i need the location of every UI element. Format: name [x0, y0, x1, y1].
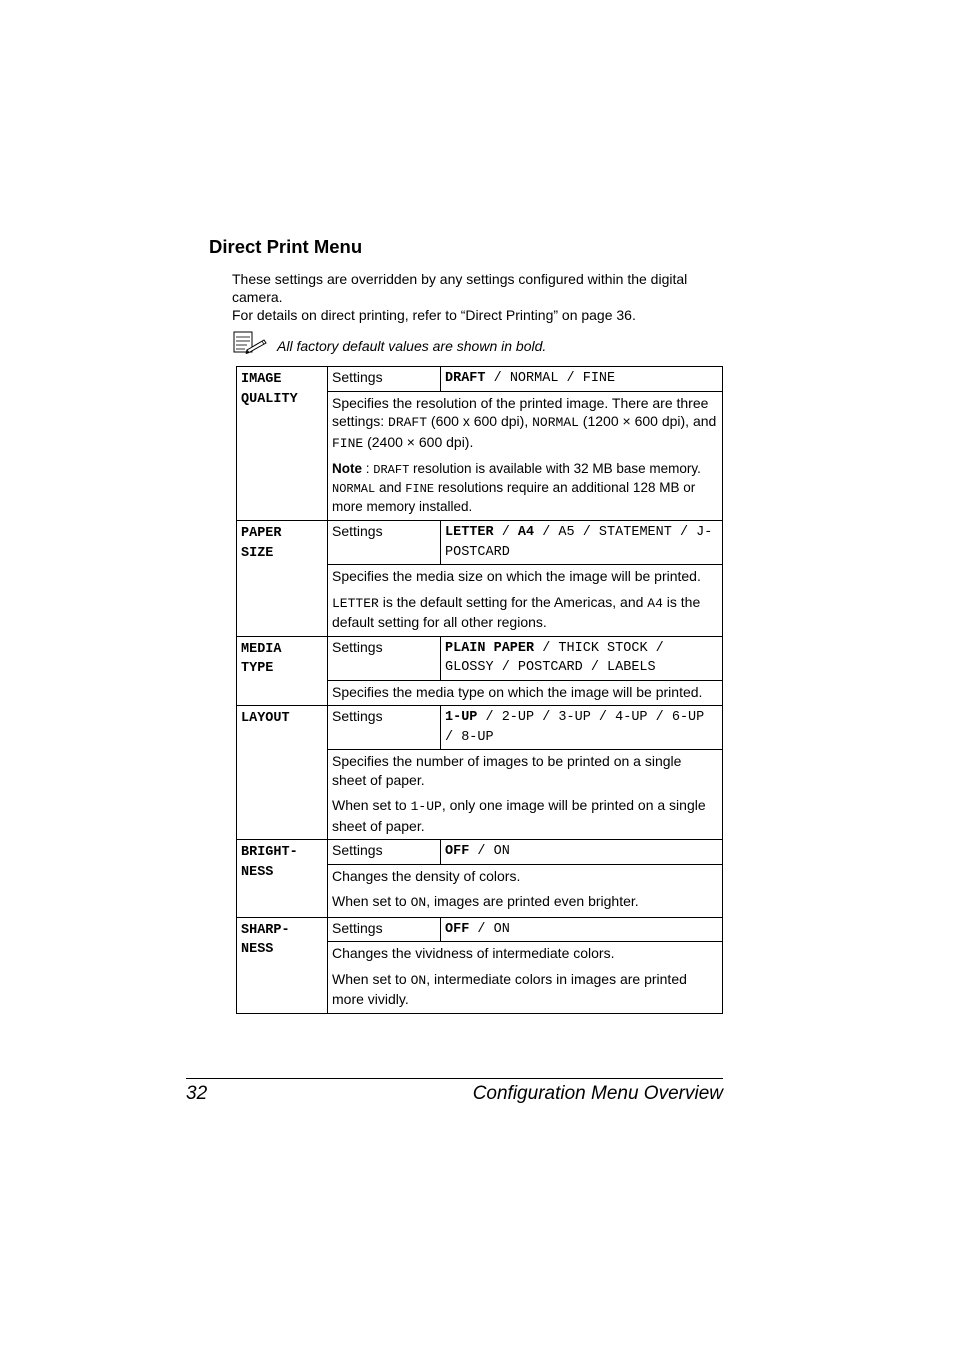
- item-description: Specifies the media type on which the image will be printed.: [328, 680, 723, 706]
- other-options: / THICK STOCK / GLOSSY / POSTCARD / LABELS: [445, 640, 664, 675]
- menu-item-image-quality: IMAGE QUALITY: [237, 367, 328, 521]
- settings-options: [441, 917, 723, 942]
- menu-item-brightness: BRIGHT- NESS: [237, 840, 328, 918]
- intro-text: These settings are overridden by any settings configured within the digital camera.: [232, 271, 688, 305]
- settings-options: [441, 840, 723, 865]
- menu-item-layout: LAYOUT: [237, 706, 328, 840]
- settings-label: Settings: [328, 636, 441, 680]
- item-description: Changes the vividness of intermediate colors. When set to ON, intermediate colors in images are printed more vividly.: [328, 942, 723, 1014]
- table-row: [237, 367, 723, 392]
- item-description: Specifies the media size on which the image will be printed. LETTER is the default setting for the Americas, and A4 is the default setting for all other regions.: [328, 565, 723, 637]
- table-row: [237, 636, 723, 680]
- intro-reference: For details on direct printing, refer to “Direct Printing” on page 36.: [232, 307, 636, 323]
- settings-label: Settings: [328, 521, 441, 565]
- default-option: 1-UP: [445, 710, 478, 725]
- menu-item-paper-size: PAPER SIZE: [237, 521, 328, 637]
- settings-options: [441, 706, 723, 750]
- menu-item-media-type: MEDIA TYPE: [237, 636, 328, 706]
- note-text: All factory default values are shown in bold.: [277, 338, 547, 354]
- page-title: Direct Print Menu: [209, 236, 363, 257]
- footer-title: Configuration Menu Overview: [472, 1083, 723, 1104]
- table-row: [237, 917, 723, 942]
- other-options: / NORMAL / FINE: [485, 371, 616, 386]
- direct-print-menu-table: [236, 366, 723, 1014]
- settings-label: Settings: [328, 917, 441, 942]
- default-option: OFF: [445, 844, 470, 859]
- note-pencil-icon: [233, 331, 267, 355]
- settings-options: LETTER / A4 / A5 / STATEMENT / J-POSTCARD: [441, 521, 723, 565]
- item-description: Changes the density of colors. When set to ON, images are printed even brighter.: [328, 864, 723, 917]
- settings-options: [441, 367, 723, 392]
- table-row: [237, 840, 723, 865]
- settings-options: [441, 636, 723, 680]
- default-option: DRAFT: [445, 371, 486, 386]
- settings-label: Settings: [328, 706, 441, 750]
- settings-label: Settings: [328, 367, 441, 392]
- menu-item-sharpness: SHARP- NESS: [237, 917, 328, 1013]
- table-row: [237, 521, 723, 565]
- settings-label: Settings: [328, 840, 441, 865]
- other-options: / ON: [469, 921, 510, 937]
- default-option: LETTER: [445, 525, 494, 540]
- default-option: A4: [517, 525, 535, 540]
- default-option: OFF: [445, 921, 470, 937]
- default-option: PLAIN PAPER: [445, 640, 535, 656]
- table-row: [237, 706, 723, 750]
- other-options: / ON: [469, 844, 510, 859]
- note-label: Note: [332, 461, 362, 476]
- page-number: 32: [186, 1083, 208, 1104]
- item-description: Specifies the resolution of the printed image. There are three settings: DRAFT (600 x 600 dpi), NORMAL (1200 × 600 dpi), and FINE (2400 × 600 dpi). Note : DRAFT resolution is available with 32 MB base memory. NORMAL and FINE resolutions require an additional 128 MB or more memory installed.: [328, 391, 723, 521]
- footer-divider: [186, 1078, 723, 1079]
- other-options: / A5 / STATEMENT / J-POSTCARD: [445, 525, 713, 560]
- other-options: / 2-UP / 3-UP / 4-UP / 6-UP / 8-UP: [445, 710, 705, 745]
- item-description: Specifies the number of images to be printed on a single sheet of paper. When set to 1-UP, only one image will be printed on a single sheet of paper.: [328, 750, 723, 840]
